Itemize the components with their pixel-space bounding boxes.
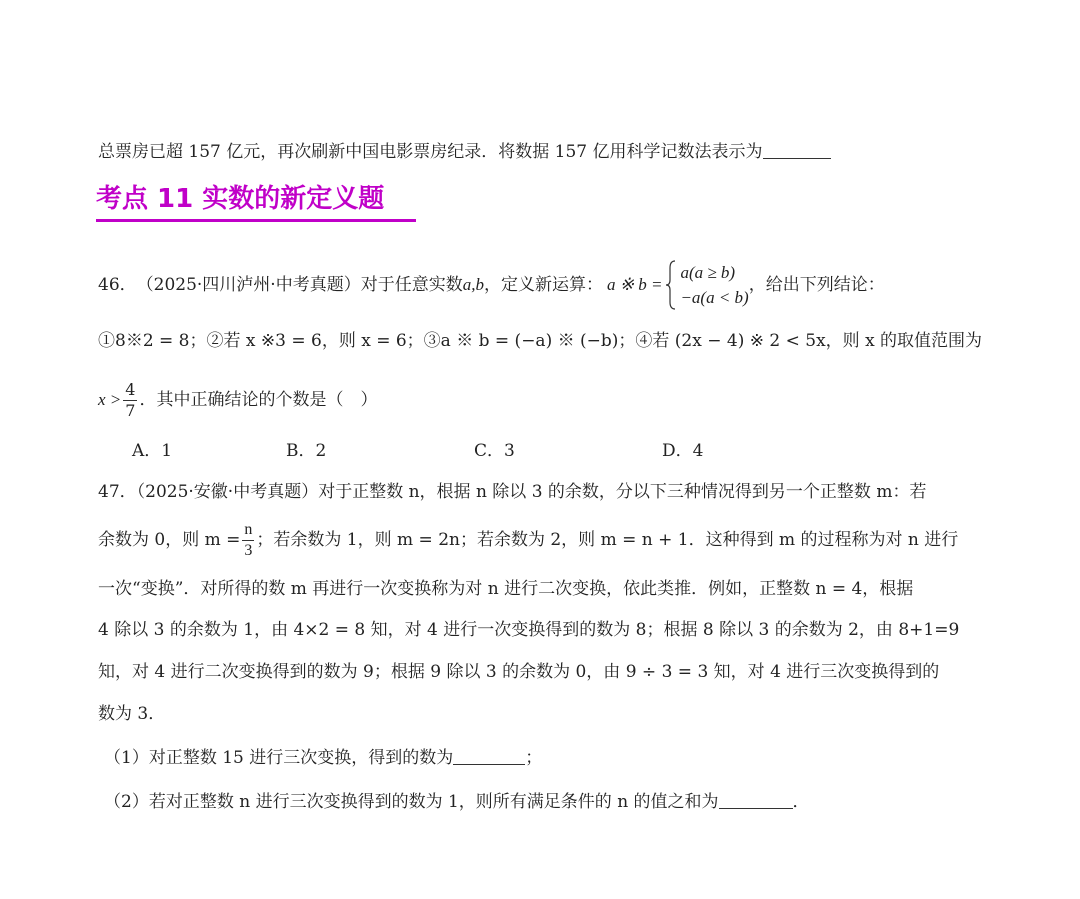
q47-frac-num: n: [242, 520, 254, 541]
q47-line-3: 一次“变换”．对所得的数 m 再进行一次变换称为对 n 进行二次变换，依此类推．例如，正整数 n = 4，根据: [98, 579, 914, 599]
q46-case-2: −a(a < b): [680, 288, 749, 307]
previous-question-tail: [98, 140, 831, 164]
q47-line-2: [98, 518, 958, 562]
q46-range-fraction: [123, 380, 137, 421]
answer-blank[interactable]: [763, 142, 831, 159]
q47-sub-1: [104, 746, 542, 770]
section-underline: [96, 219, 416, 222]
q46-range-line: [98, 378, 377, 422]
q47-sub-2: [104, 790, 810, 814]
q46-range-prefix: x >: [98, 390, 122, 409]
q47-line-4: 4 除以 3 的余数为 1，由 4×2 = 8 知，对 4 进行一次变换得到的数为 8；根据 8 除以 3 的余数为 2，由 8+1=9: [98, 620, 960, 640]
brace-icon: [666, 260, 676, 310]
choice-c[interactable]: C．3: [474, 441, 515, 461]
q47-line-2b: ；若余数为 1，则 m = 2n；若余数为 2，则 m = n + 1．这种得到 m 的过程称为对 n 进行: [256, 530, 959, 550]
choice-d[interactable]: D．4: [662, 441, 704, 461]
choice-a[interactable]: A．1: [132, 441, 173, 461]
q46-piecewise: [666, 260, 748, 310]
q47-sub-1-end: ；: [525, 748, 543, 768]
q46-number: 46．: [98, 275, 137, 295]
q46-case-1: a(a ≥ b): [680, 263, 736, 282]
q47-fraction: [242, 520, 254, 561]
q46-question-tail: ．其中正确结论的个数是（ ）: [139, 390, 378, 410]
section-title: 考点 11 实数的新定义题: [96, 184, 385, 214]
q46-vars: a,b: [462, 275, 484, 294]
answer-blank-1[interactable]: [453, 748, 525, 765]
q47-line-6: 数为 3．: [98, 704, 166, 724]
q47-line-2a: 余数为 0，则 m =: [98, 530, 241, 550]
answer-blank-2[interactable]: [719, 792, 793, 809]
q46-stem-a: 对于任意实数: [360, 275, 463, 295]
previous-question-text: 总票房已超 157 亿元，再次刷新中国电影票房纪录．将数据 157 亿用科学记数法表示为: [98, 142, 763, 162]
q46-range-den: 7: [125, 400, 136, 420]
q47-sub-2-end: ．: [792, 792, 810, 812]
q46-op-lhs: a ※ b =: [606, 275, 663, 294]
q47-sub-2-text: （2）若对正整数 n 进行三次变换得到的数为 1，则所有满足条件的 n 的值之和为: [104, 792, 719, 812]
q47-frac-den: 3: [244, 541, 253, 559]
choice-b[interactable]: B．2: [286, 441, 327, 461]
q47-sub-1-text: （1）对正整数 15 进行三次变换，得到的数为: [104, 748, 454, 768]
q47-line-1: 47．（2025·安徽·中考真题）对于正整数 n，根据 n 除以 3 的余数，分以下三种情况得到另一个正整数 m：若: [98, 482, 927, 502]
q46-stem: [98, 258, 885, 312]
q47-line-5: 知，对 4 进行二次变换得到的数为 9；根据 9 除以 3 的余数为 0，由 9 ÷ 3 = 3 知，对 4 进行三次变换得到的: [98, 662, 940, 682]
q46-range-num: 4: [125, 379, 136, 399]
q46-stem-b: ，定义新运算：: [483, 275, 603, 295]
q46-conclusions: ①8※2 = 8；②若 x ※3 = 6，则 x = 6；③a ※ b = (−a) ※ (−b)；④若 (2x − 4) ※ 2 < 5x，则 x 的取值范围为: [98, 331, 983, 351]
q46-stem-c: ，给出下列结论：: [748, 275, 885, 295]
q46-source: （2025·四川泸州·中考真题）: [136, 275, 361, 295]
